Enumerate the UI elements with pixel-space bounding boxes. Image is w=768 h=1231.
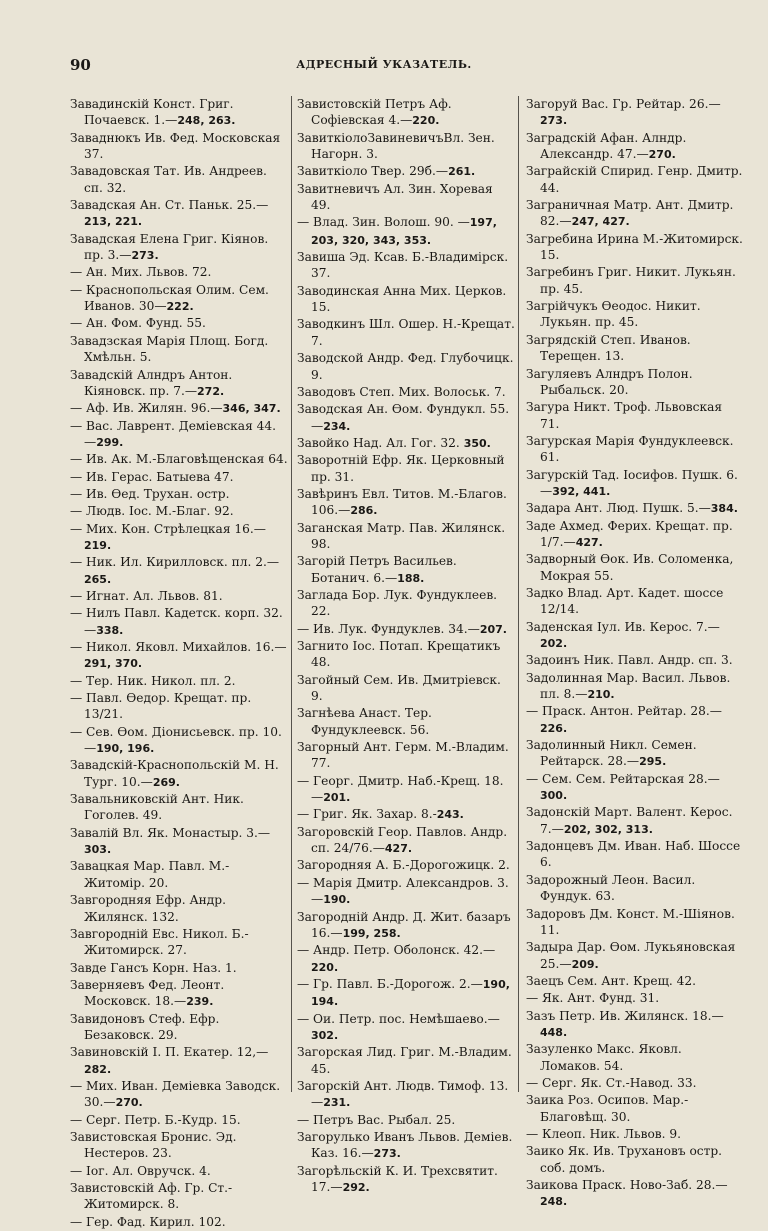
- directory-entry: [526, 906, 744, 940]
- entry-phone-numbers: 299.: [96, 435, 124, 449]
- entry-phone-numbers: 248, 263.: [177, 114, 236, 128]
- entry-text: Заграйскій Спирид. Генр. Дмитр. 44.: [526, 164, 743, 195]
- entry-text: Загорій Петръ Васильев. Ботанич. 6.—: [297, 554, 457, 585]
- entry-text: Завитневичъ Ал. Зин. Хоревая 49.: [297, 181, 493, 213]
- entry-phone-numbers: 384.: [710, 502, 738, 516]
- column-divider: [518, 96, 519, 1092]
- entry-phone-numbers: 265.: [84, 572, 112, 586]
- directory-entry: [297, 705, 515, 739]
- directory-entry: [70, 503, 288, 520]
- entry-phone-numbers: 222.: [166, 300, 194, 314]
- directory-entry: [297, 857, 515, 874]
- directory-entry: [526, 518, 744, 552]
- directory-entry: [526, 585, 744, 619]
- directory-entry: [70, 977, 288, 1011]
- entry-text: Заецъ Сем. Ант. Крещ. 42.: [526, 973, 697, 988]
- entry-phone-numbers: 273.: [540, 114, 568, 128]
- directory-entry: [297, 909, 515, 943]
- page-title: АДРЕСНЫЙ УКАЗАТЕЛЬ.: [296, 58, 472, 71]
- entry-text: — Влад. Зин. Волош. 90. —: [297, 215, 470, 230]
- entry-phone-numbers: 201.: [323, 791, 351, 805]
- directory-entry: [297, 96, 515, 130]
- directory-entry: [297, 1044, 515, 1078]
- entry-text: Загорская Лид. Григ. М.-Владим. 45.: [297, 1045, 512, 1076]
- directory-entry: [70, 1112, 288, 1129]
- entry-text: Завадскій-Краснопольскій М. Н. Тург. 10.—: [70, 758, 279, 789]
- entry-text: Задара Ант. Люд. Пушк. 5.—: [526, 501, 711, 516]
- directory-entry: [526, 551, 744, 585]
- directory-entry: [70, 231, 288, 265]
- entry-text: Заводовъ Степ. Мих. Волоськ. 7.: [297, 384, 506, 399]
- directory-entry: [297, 553, 515, 587]
- directory-entry: [526, 399, 744, 433]
- entry-phone-numbers: 199, 258.: [342, 926, 401, 940]
- entry-phone-numbers: 273.: [131, 249, 159, 263]
- directory-entry: [297, 350, 515, 384]
- entry-phone-numbers: 273.: [373, 1147, 401, 1161]
- directory-entry: [526, 1143, 744, 1177]
- entry-phone-numbers: 286.: [350, 504, 378, 518]
- directory-entry: [526, 298, 744, 332]
- entry-text: Зазъ Петр. Ив. Жилянск. 18.—: [526, 1008, 724, 1023]
- directory-entry: [297, 672, 515, 706]
- directory-entry: [526, 670, 744, 704]
- directory-entry: [70, 451, 288, 468]
- column-1: [70, 96, 288, 1231]
- directory-entry: [297, 163, 515, 180]
- entry-phone-numbers: 213, 221.: [84, 215, 143, 229]
- entry-text: Завидоновъ Стеф. Ефр. Безаковск. 29.: [70, 1011, 220, 1042]
- directory-entry: [297, 401, 515, 435]
- entry-text: Завадская Ан. Ст. Паньк. 25.—: [70, 198, 269, 213]
- entry-text: — Ив. Ѳед. Трухан. остр.: [70, 486, 230, 501]
- entry-phone-numbers: 220.: [412, 114, 440, 128]
- entry-text: — Мих. Иван. Деміевка Заводск. 30.—: [70, 1078, 281, 1110]
- entry-phone-numbers: 282.: [84, 1062, 112, 1076]
- directory-entry: [297, 587, 515, 621]
- directory-entry: [70, 333, 288, 367]
- page-number: 90: [70, 56, 91, 74]
- entry-text: Завистовскій Петръ Аф. Софіевская 4.—: [297, 97, 452, 128]
- entry-text: Завадзская Марія Площ. Богд. Хмѣльн. 5.: [70, 333, 269, 365]
- entry-text: Заводская Ан. Ѳом. Фундукл. 55.—: [297, 402, 510, 433]
- entry-phone-numbers: 247, 427.: [571, 215, 630, 229]
- entry-text: Заганская Матр. Пав. Жилянск. 98.: [297, 520, 506, 551]
- directory-entry: [297, 435, 515, 452]
- entry-text: Завиновскій І. П. Екатер. 12,—: [70, 1045, 269, 1060]
- entry-text: — Серг. Як. Ст.-Навод. 33.: [526, 1075, 697, 1090]
- directory-entry: [526, 231, 744, 265]
- directory-entry: [526, 433, 744, 467]
- entry-phone-numbers: 392, 441.: [552, 484, 611, 498]
- entry-text: Заденская Іул. Ив. Керос. 7.—: [526, 619, 720, 634]
- entry-phone-numbers: 239.: [186, 995, 214, 1009]
- entry-phone-numbers: 292.: [342, 1181, 370, 1194]
- directory-entry: [297, 638, 515, 672]
- entry-text: Загородній Андр. Д. Жит. базаръ 16.—: [297, 909, 511, 940]
- directory-entry: [297, 1112, 515, 1129]
- entry-text: Завальниковскій Ант. Ник. Гоголев. 49.: [70, 792, 244, 823]
- directory-entry: [297, 621, 515, 638]
- entry-text: — Мих. Кон. Стрѣлецкая 16.—: [70, 521, 266, 536]
- directory-entry: [526, 264, 744, 298]
- directory-entry: [70, 960, 288, 977]
- entry-text: — Як. Ант. Фунд. 31.: [526, 991, 660, 1006]
- directory-entry: [70, 264, 288, 281]
- directory-entry: [297, 824, 515, 858]
- entry-phone-numbers: 207.: [479, 622, 507, 636]
- entry-text: Задоинъ Ник. Павл. Андр. сп. 3.: [526, 653, 733, 668]
- directory-entry: [526, 163, 744, 197]
- directory-entry: [297, 249, 515, 283]
- directory-entry: [70, 486, 288, 503]
- directory-entry: [70, 418, 288, 452]
- entry-text: Зазуленко Макс. Яковл. Ломаков. 54.: [526, 1042, 682, 1073]
- directory-entry: [297, 739, 515, 773]
- entry-phone-numbers: 231.: [323, 1096, 351, 1110]
- entry-text: — Людв. Іос. М.-Благ. 92.: [70, 504, 234, 519]
- entry-text: Заградскій Афан. Алндр. Александр. 47.—: [526, 130, 687, 162]
- entry-text: Завадинскій Конст. Григ. Почаевск. 1.—: [70, 97, 234, 128]
- directory-entry: [70, 639, 288, 673]
- entry-text: — Гер. Фад. Кирил. 102.: [70, 1214, 226, 1229]
- entry-text: — Ив. Ак. М.-Благовѣщенская 64.: [70, 452, 288, 467]
- directory-entry: [70, 1078, 288, 1112]
- directory-entry: [297, 181, 515, 215]
- entry-text: Завадскій Алндръ Антон. Кіяновск. пр. 7.—: [70, 367, 233, 398]
- entry-phone-numbers: 272.: [197, 384, 225, 398]
- entry-text: Загнито Іос. Потап. Крещатикъ 48.: [297, 639, 501, 670]
- directory-entry: [526, 366, 744, 400]
- directory-entry: [526, 737, 744, 771]
- directory-entry: [297, 942, 515, 976]
- entry-text: Заграничная Матр. Ант. Дмитр. 82.—: [526, 198, 734, 229]
- entry-text: — Марія Дмитр. Александров. 3.—: [297, 875, 509, 907]
- entry-text: Загрядскій Степ. Иванов. Терещен. 13.: [526, 332, 691, 364]
- entry-phone-numbers: 270.: [115, 1096, 143, 1110]
- directory-entry: [70, 130, 288, 164]
- entry-text: Завиткіоло Твер. 29б.—: [297, 164, 449, 179]
- entry-text: — Павл. Ѳедор. Крещат. пр. 13/21.: [70, 691, 252, 722]
- directory-entry: [70, 367, 288, 401]
- entry-text: Задонцевъ Дм. Иван. Наб. Шоссе 6.: [526, 839, 741, 870]
- directory-entry: [70, 892, 288, 926]
- entry-phone-numbers: 261.: [448, 165, 476, 179]
- entry-phone-numbers: 188.: [397, 571, 425, 585]
- directory-entry: [70, 1044, 288, 1078]
- entry-text: Завгородняя Ефр. Андр. Жилянск. 132.: [70, 893, 226, 924]
- entry-text: Загорѣльскій К. И. Трехсвятит. 17.—: [297, 1163, 498, 1194]
- entry-phone-numbers: 202.: [540, 637, 568, 650]
- entry-text: Задоровъ Дм. Конст. М.-Шіянов. 11.: [526, 906, 735, 937]
- directory-entry: [526, 1075, 744, 1092]
- entry-text: — Ник. Ил. Кирилловск. пл. 2.—: [70, 555, 280, 570]
- directory-entry: [297, 1011, 515, 1045]
- directory-entry: [297, 773, 515, 807]
- directory-entry: [297, 976, 515, 1011]
- entry-text: Загура Никт. Троф. Львовская 71.: [526, 400, 723, 431]
- entry-text: Загурская Марія Фундуклеевск. 61.: [526, 433, 734, 465]
- entry-text: Загнѣева Анаст. Тер. Фундуклеевск. 56.: [297, 706, 432, 737]
- entry-phone-numbers: 210.: [587, 688, 615, 702]
- entry-phone-numbers: 234.: [323, 419, 351, 433]
- entry-phone-numbers: 427.: [384, 842, 413, 856]
- entry-text: Задолинный Никл. Семен. Рейтарск. 28.—: [526, 738, 697, 769]
- directory-entry: [70, 724, 288, 758]
- directory-entry: [70, 96, 288, 130]
- entry-text: — Сев. Ѳом. Діонисьевск. пр. 10.—: [70, 724, 282, 756]
- entry-text: Заворотній Ефр. Як. Церковный пр. 31.: [297, 453, 505, 484]
- entry-phone-numbers: 220.: [311, 960, 339, 974]
- directory-entry: [297, 316, 515, 350]
- directory-entry: [297, 1129, 515, 1163]
- entry-phone-numbers: 448.: [540, 1025, 568, 1039]
- entry-text: — Ои. Петр. пос. Немѣшаево.—: [297, 1011, 500, 1026]
- directory-entry: [526, 619, 744, 653]
- entry-phone-numbers: 190, 194.: [311, 977, 510, 1009]
- directory-entry: [70, 554, 288, 588]
- entry-text: Завистовскій Аф. Гр. Ст.-Житомирск. 8.: [70, 1181, 233, 1212]
- entry-text: Загорскій Ант. Людв. Тимоф. 13.—: [297, 1078, 509, 1110]
- directory-entry: [526, 973, 744, 990]
- entry-text: Завадская Елена Григ. Кіянов. пр. 3.—: [70, 231, 269, 263]
- entry-text: — Сем. Сем. Рейтарская 28.—: [526, 771, 720, 786]
- entry-text: — Григ. Як. Захар. 8.-: [297, 807, 437, 822]
- directory-entry: [70, 825, 288, 859]
- entry-text: Завацкая Мар. Павл. М.-Житомір. 20.: [70, 859, 230, 890]
- entry-phone-numbers: 300.: [540, 789, 568, 803]
- entry-text: Загурскій Тад. Іосифов. Пушк. 6.—: [526, 467, 738, 498]
- entry-phone-numbers: 303.: [84, 843, 112, 857]
- entry-text: Задко Влад. Арт. Кадет. шоссе 12/14.: [526, 585, 724, 617]
- directory-entry: [70, 197, 288, 231]
- entry-phone-numbers: 197, 203, 320, 343, 353.: [311, 216, 497, 247]
- entry-text: — Іог. Ал. Овручск. 4.: [70, 1163, 211, 1178]
- entry-text: — Ан. Фом. Фунд. 55.: [70, 316, 206, 331]
- directory-entry: [70, 926, 288, 960]
- entry-phone-numbers: 427.: [575, 535, 603, 549]
- entry-text: Загоровскій Геор. Павлов. Андр. сп. 24/76.—: [297, 824, 508, 856]
- directory-entry: [70, 1011, 288, 1045]
- entry-text: — Серг. Петр. Б.-Кудр. 15.: [70, 1112, 241, 1127]
- entry-text: — Ан. Мих. Львов. 72.: [70, 265, 212, 280]
- entry-text: Завистовская Бронис. Эд. Нестеров. 23.: [70, 1129, 237, 1161]
- entry-text: — Андр. Петр. Оболонск. 42.—: [297, 943, 496, 958]
- entry-text: Загрійчукъ Ѳеодос. Никит. Лукьян. пр. 45.: [526, 299, 701, 330]
- directory-entry: [70, 163, 288, 197]
- directory-entry: [526, 332, 744, 366]
- directory-entry: [70, 690, 288, 724]
- entry-text: — Ив. Лук. Фундуклев. 34.—: [297, 621, 480, 636]
- entry-text: Завгородній Евс. Никол. Б.-Житомирск. 27.: [70, 926, 249, 958]
- directory-entry: [526, 652, 744, 669]
- directory-entry: [526, 96, 744, 130]
- entry-text: — Георг. Дмитр. Наб.-Крещ. 18.—: [297, 773, 504, 805]
- entry-text: Загородняя А. Б.-Дорогожицк. 2.: [297, 858, 510, 873]
- directory-entry: [526, 1092, 744, 1126]
- entry-phone-numbers: 226.: [540, 721, 568, 735]
- directory-entry: [526, 990, 744, 1007]
- entry-text: Загребина Ирина М.-Житомирск. 15.: [526, 231, 743, 263]
- entry-text: Завалій Вл. Як. Монастыр. 3.—: [70, 825, 271, 840]
- directory-entry: [526, 1041, 744, 1075]
- entry-text: — Краснопольская Олим. Сем. Иванов. 30—: [70, 282, 269, 314]
- entry-text: Заглада Бор. Лук. Фундуклеев. 22.: [297, 587, 498, 619]
- entry-text: ЗавиткіолоЗавиневичъВл. Зен. Нагорн. 3.: [297, 130, 495, 162]
- entry-phone-numbers: 291, 370.: [84, 657, 143, 671]
- directory-entry: [297, 520, 515, 554]
- entry-text: Загоруй Вас. Гр. Рейтар. 26.—: [526, 97, 721, 111]
- entry-phone-numbers: 338.: [96, 623, 124, 637]
- directory-entry: [526, 1177, 744, 1211]
- entry-phone-numbers: 302.: [311, 1028, 339, 1042]
- directory-entry: [70, 791, 288, 825]
- entry-text: Заверняевъ Фед. Леонт. Московск. 18.—: [70, 977, 225, 1009]
- entry-phone-numbers: 190, 196.: [96, 742, 155, 756]
- entry-phone-numbers: 269.: [152, 775, 180, 789]
- directory-entry: [297, 1078, 515, 1112]
- directory-entry: [70, 1214, 288, 1231]
- entry-phone-numbers: 248.: [540, 1195, 568, 1209]
- entry-phone-numbers: 270.: [648, 148, 676, 162]
- directory-entry: [297, 452, 515, 486]
- entry-text: Задыра Дар. Ѳом. Лукьяновская 25.—: [526, 940, 736, 971]
- entry-phone-numbers: 350.: [463, 436, 491, 450]
- column-3: [526, 96, 744, 1211]
- directory-entry: [70, 400, 288, 417]
- entry-phone-numbers: 243.: [436, 808, 464, 822]
- entry-text: Задонскій Март. Валент. Керос. 7.—: [526, 805, 733, 836]
- directory-entry: [70, 588, 288, 605]
- directory-entry: [526, 467, 744, 501]
- directory-entry: [70, 282, 288, 316]
- entry-phone-numbers: 346, 347.: [222, 402, 281, 416]
- directory-entry: [297, 806, 515, 823]
- entry-phone-numbers: 202, 302, 313.: [563, 822, 653, 836]
- directory-entry: [70, 521, 288, 555]
- entry-text: Загойный Сем. Ив. Дмитріевск. 9.: [297, 672, 501, 704]
- entry-text: Заикова Праск. Ново-Заб. 28.—: [526, 1178, 728, 1192]
- entry-text: Заико Як. Ив. Трухановъ остр. соб. домъ.: [526, 1144, 723, 1175]
- directory-entry: [297, 875, 515, 909]
- column-divider: [291, 96, 292, 1092]
- entry-text: Завадовская Тат. Ив. Андреев. сп. 32.: [70, 164, 267, 195]
- entry-text: Заводкинъ Шл. Ошер. Н.-Крещат. 7.: [297, 317, 515, 348]
- entry-text: Завиша Эд. Ксав. Б.-Владимірск. 37.: [297, 250, 509, 281]
- entry-text: — Петръ Вас. Рыбал. 25.: [297, 1112, 456, 1127]
- column-2: [297, 96, 515, 1196]
- directory-entry: [526, 872, 744, 906]
- directory-entry: [70, 315, 288, 332]
- directory-entry: [70, 757, 288, 791]
- entry-text: Задолинная Мар. Васил. Львов. пл. 8.—: [526, 670, 731, 702]
- entry-text: Заводинская Анна Мих. Церков. 15.: [297, 283, 507, 315]
- directory-entry: [526, 130, 744, 164]
- entry-text: — Праск. Антон. Рейтар. 28.—: [526, 704, 722, 719]
- directory-entry: [70, 673, 288, 690]
- entry-phone-numbers: 219.: [84, 538, 112, 552]
- entry-text: — Клеоп. Ник. Львов. 9.: [526, 1126, 682, 1141]
- entry-text: Задворный Ѳок. Ив. Соломенка, Мокрая 55.: [526, 552, 734, 583]
- entry-text: Загуляевъ Алндръ Полон. Рыбальск. 20.: [526, 366, 693, 397]
- directory-entry: [526, 771, 744, 805]
- entry-text: — Вас. Лаврент. Деміевская 44.—: [70, 418, 277, 449]
- directory-entry: [70, 605, 288, 639]
- directory-entry: [70, 1180, 288, 1214]
- entry-text: — Ив. Герас. Батыева 47.: [70, 469, 234, 484]
- directory-entry: [70, 469, 288, 486]
- directory-entry: [526, 1008, 744, 1042]
- entry-text: Заика Роз. Осипов. Мар.-Благовѣщ. 30.: [526, 1093, 689, 1124]
- entry-text: — Аф. Ив. Жилян. 96.—: [70, 401, 223, 416]
- entry-text: Заде Ахмед. Ферих. Крещат. пр. 1/7.—: [526, 518, 733, 549]
- directory-entry: [526, 703, 744, 737]
- directory-entry: [526, 939, 744, 973]
- entry-text: Загорный Ант. Герм. М.-Владим. 77.: [297, 740, 509, 771]
- entry-text: — Нилъ Павл. Кадетск. корп. 32.—: [70, 606, 283, 637]
- directory-entry: [297, 283, 515, 317]
- entry-text: — Гр. Павл. Б.-Дорогож. 2.—: [297, 976, 483, 991]
- entry-text: Завойко Над. Ал. Гог. 32.: [297, 435, 464, 450]
- directory-entry: [526, 1126, 744, 1143]
- directory-entry: [297, 1163, 515, 1197]
- entry-text: — Тер. Ник. Никол. пл. 2.: [70, 673, 236, 688]
- entry-text: Завде Гансъ Корн. Наз. 1.: [70, 960, 237, 975]
- directory-entry: [526, 838, 744, 872]
- directory-entry: [70, 858, 288, 892]
- entry-phone-numbers: 209.: [571, 957, 599, 971]
- directory-entry: [297, 486, 515, 520]
- entry-text: Заваднюкъ Ив. Фед. Московская 37.: [70, 130, 281, 162]
- directory-entry: [297, 214, 515, 249]
- entry-text: Загребинъ Григ. Никит. Лукьян. пр. 45.: [526, 265, 736, 296]
- entry-text: — Игнат. Ал. Львов. 81.: [70, 588, 223, 603]
- entry-text: — Никол. Яковл. Михайлов. 16.—: [70, 640, 287, 654]
- directory-entry: [526, 500, 744, 517]
- directory-entry: [70, 1129, 288, 1163]
- directory-entry: [526, 197, 744, 231]
- entry-phone-numbers: 190.: [323, 893, 351, 907]
- directory-entry: [297, 130, 515, 164]
- entry-text: Загорулько Иванъ Львов. Деміев. Каз. 16.—: [297, 1129, 513, 1161]
- directory-entry: [526, 804, 744, 838]
- directory-entry: [297, 384, 515, 401]
- directory-entry: [70, 1163, 288, 1180]
- entry-text: Задорожный Леон. Васил. Фундук. 63.: [526, 872, 696, 904]
- entry-text: Завѣринъ Евл. Титов. М.-Благов. 106.—: [297, 486, 507, 518]
- entry-phone-numbers: 295.: [639, 755, 667, 769]
- entry-text: Заводской Андр. Фед. Глубочицк. 9.: [297, 351, 514, 382]
